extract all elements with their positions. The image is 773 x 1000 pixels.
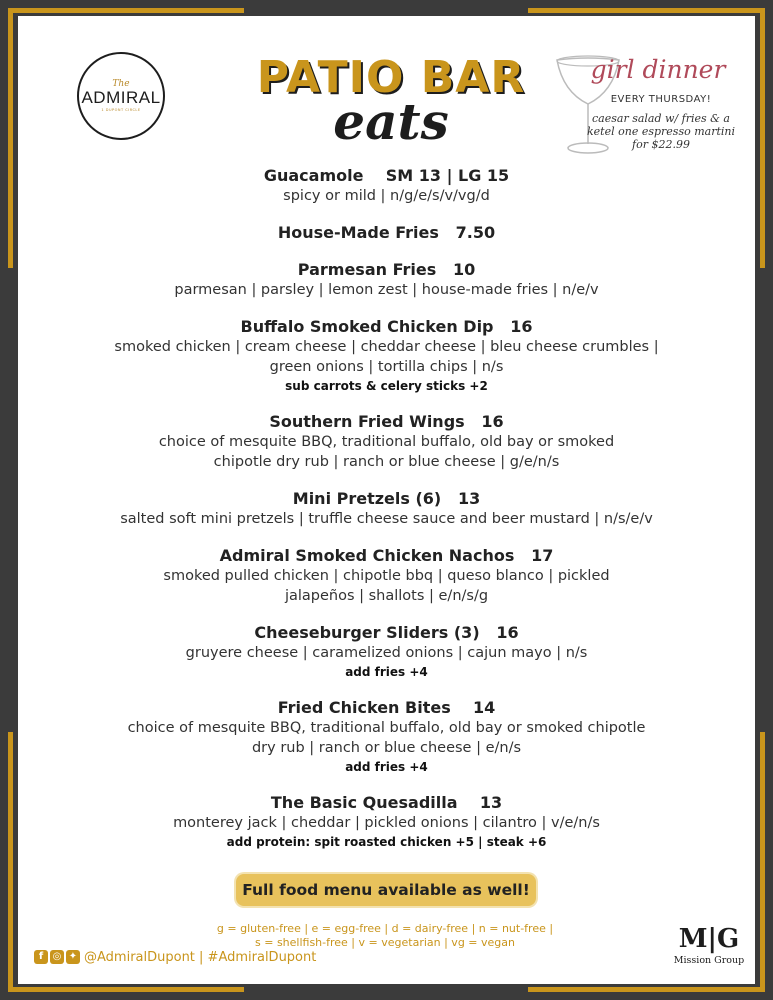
page-title: PATIO BAR <box>256 52 526 103</box>
logo-sub: 1 DUPONT CIRCLE <box>101 108 141 112</box>
promo-detail-line: for $22.99 <box>632 138 690 151</box>
menu-item-parmesan-fries <box>0 260 773 300</box>
menu-item-note: sub carrots & celery sticks +2 <box>285 379 488 393</box>
admiral-logo <box>77 52 165 140</box>
menu-item-sliders <box>0 623 773 681</box>
promo-detail <box>581 112 741 151</box>
promo-detail-line: ketel one espresso martini <box>587 125 735 138</box>
menu-item-desc: gruyere cheese | caramelized onions | cajun mayo | n/s <box>185 645 588 661</box>
menu-item-desc: chipotle dry rub | ranch or blue cheese | g/e/n/s <box>213 454 560 470</box>
menu-item-nachos <box>0 546 773 606</box>
instagram-icon: ◎ <box>50 950 64 964</box>
menu-item-note: add fries +4 <box>345 665 428 679</box>
menu-item-title: Southern Fried Wings 16 <box>269 412 504 431</box>
mission-group-name: Mission Group <box>673 955 745 966</box>
menu-item-southern-wings <box>0 412 773 472</box>
menu-item-mini-pretzels <box>0 489 773 529</box>
dietary-legend <box>190 922 580 950</box>
menu-item-note: add protein: spit roasted chicken +5 | steak +6 <box>226 835 547 849</box>
menu-item-note: add fries +4 <box>345 760 428 774</box>
page-subtitle: eats <box>333 92 449 151</box>
menu-item-title: Mini Pretzels (6) 13 <box>292 489 481 508</box>
menu-item-desc: choice of mesquite BBQ, traditional buffalo, old bay or smoked <box>158 434 615 450</box>
menu-item-desc: green onions | tortilla chips | n/s <box>269 359 504 375</box>
legend-line: s = shellfish-free | v = vegetarian | vg = vegan <box>255 936 515 949</box>
menu-item-guacamole <box>0 166 773 206</box>
menu-item-quesadilla <box>0 793 773 851</box>
menu-item-house-made-fries <box>0 223 773 243</box>
menu-item-desc: smoked chicken | cream cheese | cheddar cheese | bleu cheese crumbles | <box>114 339 659 355</box>
menu-item-desc: monterey jack | cheddar | pickled onions | cilantro | v/e/n/s <box>173 815 600 831</box>
mission-group-logo: M|G <box>678 924 740 954</box>
menu-item-title: Parmesan Fries 10 <box>297 260 476 279</box>
twitter-icon: ✦ <box>66 950 80 964</box>
promo-headline: girl dinner <box>590 55 726 84</box>
facebook-icon: f <box>34 950 48 964</box>
promo-schedule: EVERY THURSDAY! <box>610 94 712 105</box>
menu-item-buffalo-dip <box>0 317 773 395</box>
logo-name: ADMIRAL <box>81 88 161 107</box>
menu-item-title: Cheeseburger Sliders (3) 16 <box>254 623 519 642</box>
menu-item-title: The Basic Quesadilla 13 <box>270 793 503 812</box>
full-menu-banner: Full food menu available as well! <box>236 874 536 906</box>
menu-item-title: Buffalo Smoked Chicken Dip 16 <box>240 317 533 336</box>
menu-item-title: Fried Chicken Bites 14 <box>277 698 496 717</box>
logo-the: The <box>112 79 130 89</box>
menu-item-desc: parmesan | parsley | lemon zest | house-made fries | n/e/v <box>174 282 599 298</box>
menu-item-title: Guacamole SM 13 | LG 15 <box>263 166 510 185</box>
promo-detail-line: caesar salad w/ fries & a <box>592 112 730 125</box>
menu-item-chicken-bites <box>0 698 773 776</box>
girl-dinner-promo <box>553 52 743 162</box>
menu-item-title: Admiral Smoked Chicken Nachos 17 <box>219 546 554 565</box>
menu-item-desc: choice of mesquite BBQ, traditional buffalo, old bay or smoked chipotle <box>127 720 646 736</box>
menu-list <box>0 166 773 851</box>
social-handle-text: @AdmiralDupont | #AdmiralDupont <box>84 949 317 965</box>
menu-item-desc: jalapeños | shallots | e/n/s/g <box>284 588 489 604</box>
menu-item-title: House-Made Fries 7.50 <box>277 223 496 242</box>
legend-line: g = gluten-free | e = egg-free | d = dairy-free | n = nut-free | <box>216 922 554 935</box>
menu-item-desc: dry rub | ranch or blue cheese | e/n/s <box>251 740 522 756</box>
menu-item-desc: spicy or mild | n/g/e/s/v/vg/d <box>283 188 490 204</box>
menu-item-desc: smoked pulled chicken | chipotle bbq | queso blanco | pickled <box>163 568 610 584</box>
social-handles <box>34 948 316 966</box>
menu-item-desc: salted soft mini pretzels | truffle cheese sauce and beer mustard | n/s/e/v <box>120 511 653 527</box>
